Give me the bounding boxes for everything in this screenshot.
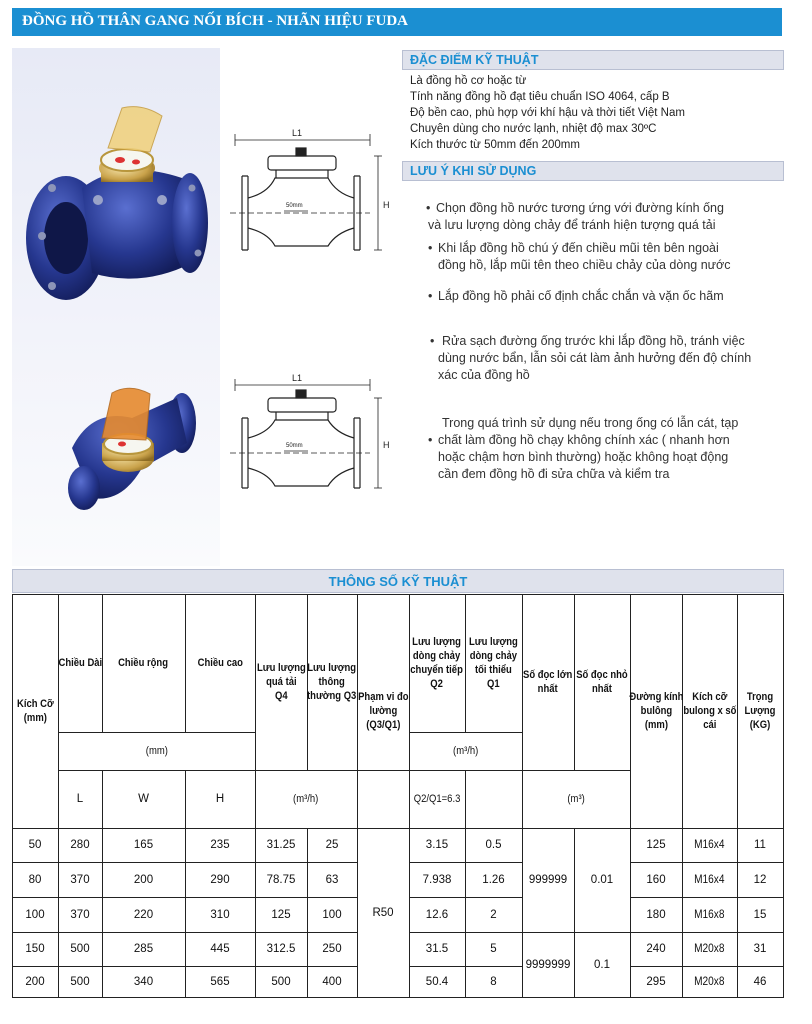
specs-table — [12, 594, 784, 998]
cell-q4: 312.5 — [266, 943, 296, 955]
feature-item: Tính năng đồng hồ đạt tiêu chuẩn ISO 4064, cấp B — [410, 91, 670, 103]
cell-w: 165 — [133, 839, 154, 851]
cell-q1: 1.26 — [482, 873, 505, 886]
cell-q2: 7.938 — [422, 873, 452, 886]
note-line: Chọn đồng hồ nước tương ứng với đường kính ống — [436, 201, 724, 215]
header-bolt-diameter: Đường kính bulông (mm) — [628, 691, 684, 731]
unit-flow-q34: (m³/h) — [293, 793, 319, 805]
header-q4: Lưu lượng quá tải Q4 — [256, 662, 306, 702]
header-range: Phạm vi đo lường (Q3/Q1) — [357, 691, 409, 731]
cell-bolt-dia: 125 — [646, 839, 666, 851]
cell-bolt-dia: 240 — [646, 943, 666, 955]
header-length: Chiều Dài — [58, 657, 102, 669]
header-height: Chiều cao — [197, 657, 243, 669]
cell-q3: 400 — [322, 975, 342, 988]
cell-q4: 125 — [271, 908, 291, 921]
cell-size: 100 — [25, 908, 45, 921]
unit-l: L — [76, 793, 84, 805]
drawing-1-l1-label: L1 — [292, 128, 303, 138]
header-max-reading: Số đọc lớn nhất — [523, 669, 573, 695]
note-line: đồng hồ, lắp mũi tên theo chiều chảy của dòng nước — [438, 258, 731, 272]
header-min-reading: Số đọc nhỏ nhất — [576, 669, 628, 695]
cell-bolt-dia: 160 — [646, 873, 666, 886]
drawing-compact-meter — [230, 379, 382, 488]
note-line: chất làm đồng hồ chạy không chính xác ( nhanh hơn — [438, 433, 730, 447]
technical-drawings — [220, 48, 400, 566]
specs-heading: THÔNG SỐ KỸ THUẬT — [328, 574, 468, 589]
header-size: Kích Cỡ (mm) — [16, 698, 54, 724]
cell-h: 445 — [210, 943, 230, 955]
cell-l: 280 — [70, 839, 90, 851]
feature-item: Độ bền cao, phù hợp với khí hậu và thời tiết Việt Nam — [410, 107, 685, 119]
cell-q2: 31.5 — [425, 943, 449, 955]
unit-h: H — [215, 793, 225, 805]
feature-item: Kích thước từ 50mm đến 200mm — [410, 139, 580, 151]
note-line: dùng nước bẩn, lẫn sỏi cát làm ảnh hưởng đến độ chính — [438, 351, 752, 365]
cell-l: 370 — [70, 873, 90, 886]
cell-bolt-dia: 295 — [646, 975, 666, 988]
cell-bolt-size: M16x4 — [694, 839, 725, 851]
product-photos — [12, 48, 220, 566]
header-q2: Lưu lượng dòng chảy chuyển tiếp Q2 — [410, 636, 464, 690]
cell-q1: 0.5 — [485, 839, 502, 851]
unit-flow-q: (m³/h) — [452, 745, 479, 757]
cell-h: 310 — [210, 908, 230, 921]
note-bullet: • — [428, 433, 433, 447]
drawing-2-l1-label: L1 — [292, 373, 303, 383]
unit-reading: (m³) — [567, 793, 585, 805]
cell-q1: 2 — [490, 908, 497, 921]
note-line: xác của đồng hồ — [438, 368, 530, 382]
cell-l: 500 — [70, 975, 90, 988]
cell-h: 565 — [210, 975, 230, 988]
note-line: Trong quá trình sử dụng nếu trong ống có lẫn cát, tạp — [442, 416, 739, 430]
cell-w: 340 — [133, 975, 154, 988]
note-bullet: • — [428, 241, 433, 255]
cell-w: 220 — [133, 908, 154, 921]
cell-size: 50 — [28, 839, 42, 851]
cell-size: 200 — [25, 975, 45, 988]
cell-weight: 12 — [753, 873, 767, 886]
note-line: cần đem đồng hồ đi sửa chữa và kiểm tra — [438, 467, 670, 481]
cell-q4: 31.25 — [266, 839, 296, 851]
page-title: ĐỒNG HỒ THÂN GANG NỐI BÍCH - NHÃN HIỆU FUDA — [22, 13, 408, 29]
note-bullet: • — [426, 201, 431, 215]
unit-w: W — [138, 793, 149, 805]
water-meter-large-image — [26, 107, 208, 300]
cell-weight: 15 — [753, 908, 767, 921]
notes-heading-bar — [402, 161, 784, 181]
drawing-2-size-label: 50mm — [286, 443, 303, 449]
max-reading-group-1: 999999 — [528, 874, 568, 886]
drawing-1-size-label: 50mm — [286, 203, 303, 209]
cell-q3: 63 — [325, 873, 339, 886]
feature-item: Chuyên dùng cho nước lạnh, nhiệt độ max 30ºC — [410, 123, 657, 135]
cell-q2: 50.4 — [425, 975, 449, 988]
cell-h: 235 — [210, 839, 230, 851]
cell-q2: 3.15 — [425, 839, 449, 851]
cell-q4: 500 — [271, 975, 291, 988]
cell-bolt-size: M20x8 — [694, 943, 725, 955]
features-heading-bar — [402, 50, 784, 70]
cell-l: 370 — [70, 908, 90, 921]
cell-bolt-size: M16x8 — [694, 908, 725, 921]
cell-q3: 100 — [322, 908, 342, 921]
cell-q1: 8 — [490, 975, 497, 988]
header-q1: Lưu lượng dòng chảy tối thiểu Q1 — [469, 636, 518, 690]
feature-item: Là đồng hồ cơ hoặc từ — [410, 75, 527, 87]
min-reading-group-1: 0.01 — [590, 874, 614, 886]
cell-weight: 46 — [753, 975, 767, 988]
cell-size: 80 — [28, 873, 42, 886]
note-line: Khi lắp đồng hồ chú ý đến chiều mũi tên bên ngoài — [438, 241, 719, 255]
unit-mm: (mm) — [145, 745, 168, 757]
note-line: Rửa sạch đường ống trước khi lắp đồng hồ, tránh việc — [442, 334, 745, 348]
drawing-1-h-label: H — [383, 200, 390, 210]
cell-w: 285 — [133, 943, 154, 955]
note-line: hoặc chậm hơn bình thường) hoặc không hoạt động — [438, 450, 729, 464]
drawing-flanged-meter — [230, 134, 382, 250]
note-bullet: • — [430, 334, 435, 348]
cell-h: 290 — [210, 873, 230, 886]
header-q3: Lưu lượng thông thường Q3 — [307, 662, 357, 702]
notes-heading: LƯU Ý KHI SỬ DỤNG — [410, 164, 537, 178]
water-meter-small-image — [68, 388, 196, 510]
product-photo-panel — [12, 48, 220, 566]
cell-l: 500 — [70, 943, 90, 955]
range-value: R50 — [372, 906, 394, 919]
cell-bolt-size: M20x8 — [694, 975, 725, 988]
drawing-2-h-label: H — [383, 440, 390, 450]
header-weight: Trọng Lượng (KG) — [744, 691, 776, 731]
cell-q3: 25 — [325, 839, 339, 851]
note-line: và lưu lượng dòng chảy để tránh hiện tượng quá tải — [428, 218, 716, 232]
cell-size: 150 — [25, 943, 45, 955]
header-width: Chiều rộng — [118, 657, 169, 669]
cell-bolt-size: M16x4 — [694, 873, 725, 886]
cell-q2: 12.6 — [425, 908, 449, 921]
cell-bolt-dia: 180 — [646, 908, 666, 921]
cell-weight: 11 — [754, 839, 766, 851]
cell-q4: 78.75 — [266, 873, 296, 886]
technical-drawing-panel — [220, 48, 400, 566]
features-heading: ĐẶC ĐIỂM KỸ THUẬT — [410, 53, 539, 67]
cell-q1: 5 — [490, 943, 497, 955]
title-bar — [12, 8, 782, 36]
min-reading-group-2: 0.1 — [594, 958, 610, 971]
note-line: Lắp đồng hồ phải cố định chắc chắn và vặn ốc hãm — [438, 289, 724, 303]
cell-weight: 31 — [753, 943, 767, 955]
cell-w: 200 — [133, 873, 154, 886]
unit-ratio: Q2/Q1=6.3 — [413, 793, 461, 805]
note-bullet: • — [428, 289, 433, 303]
cell-q3: 250 — [322, 943, 342, 955]
max-reading-group-2: 9999999 — [525, 958, 571, 971]
specs-heading-bar — [12, 569, 784, 593]
header-bolt-size: Kích cỡ bulong x số cái — [682, 691, 737, 731]
